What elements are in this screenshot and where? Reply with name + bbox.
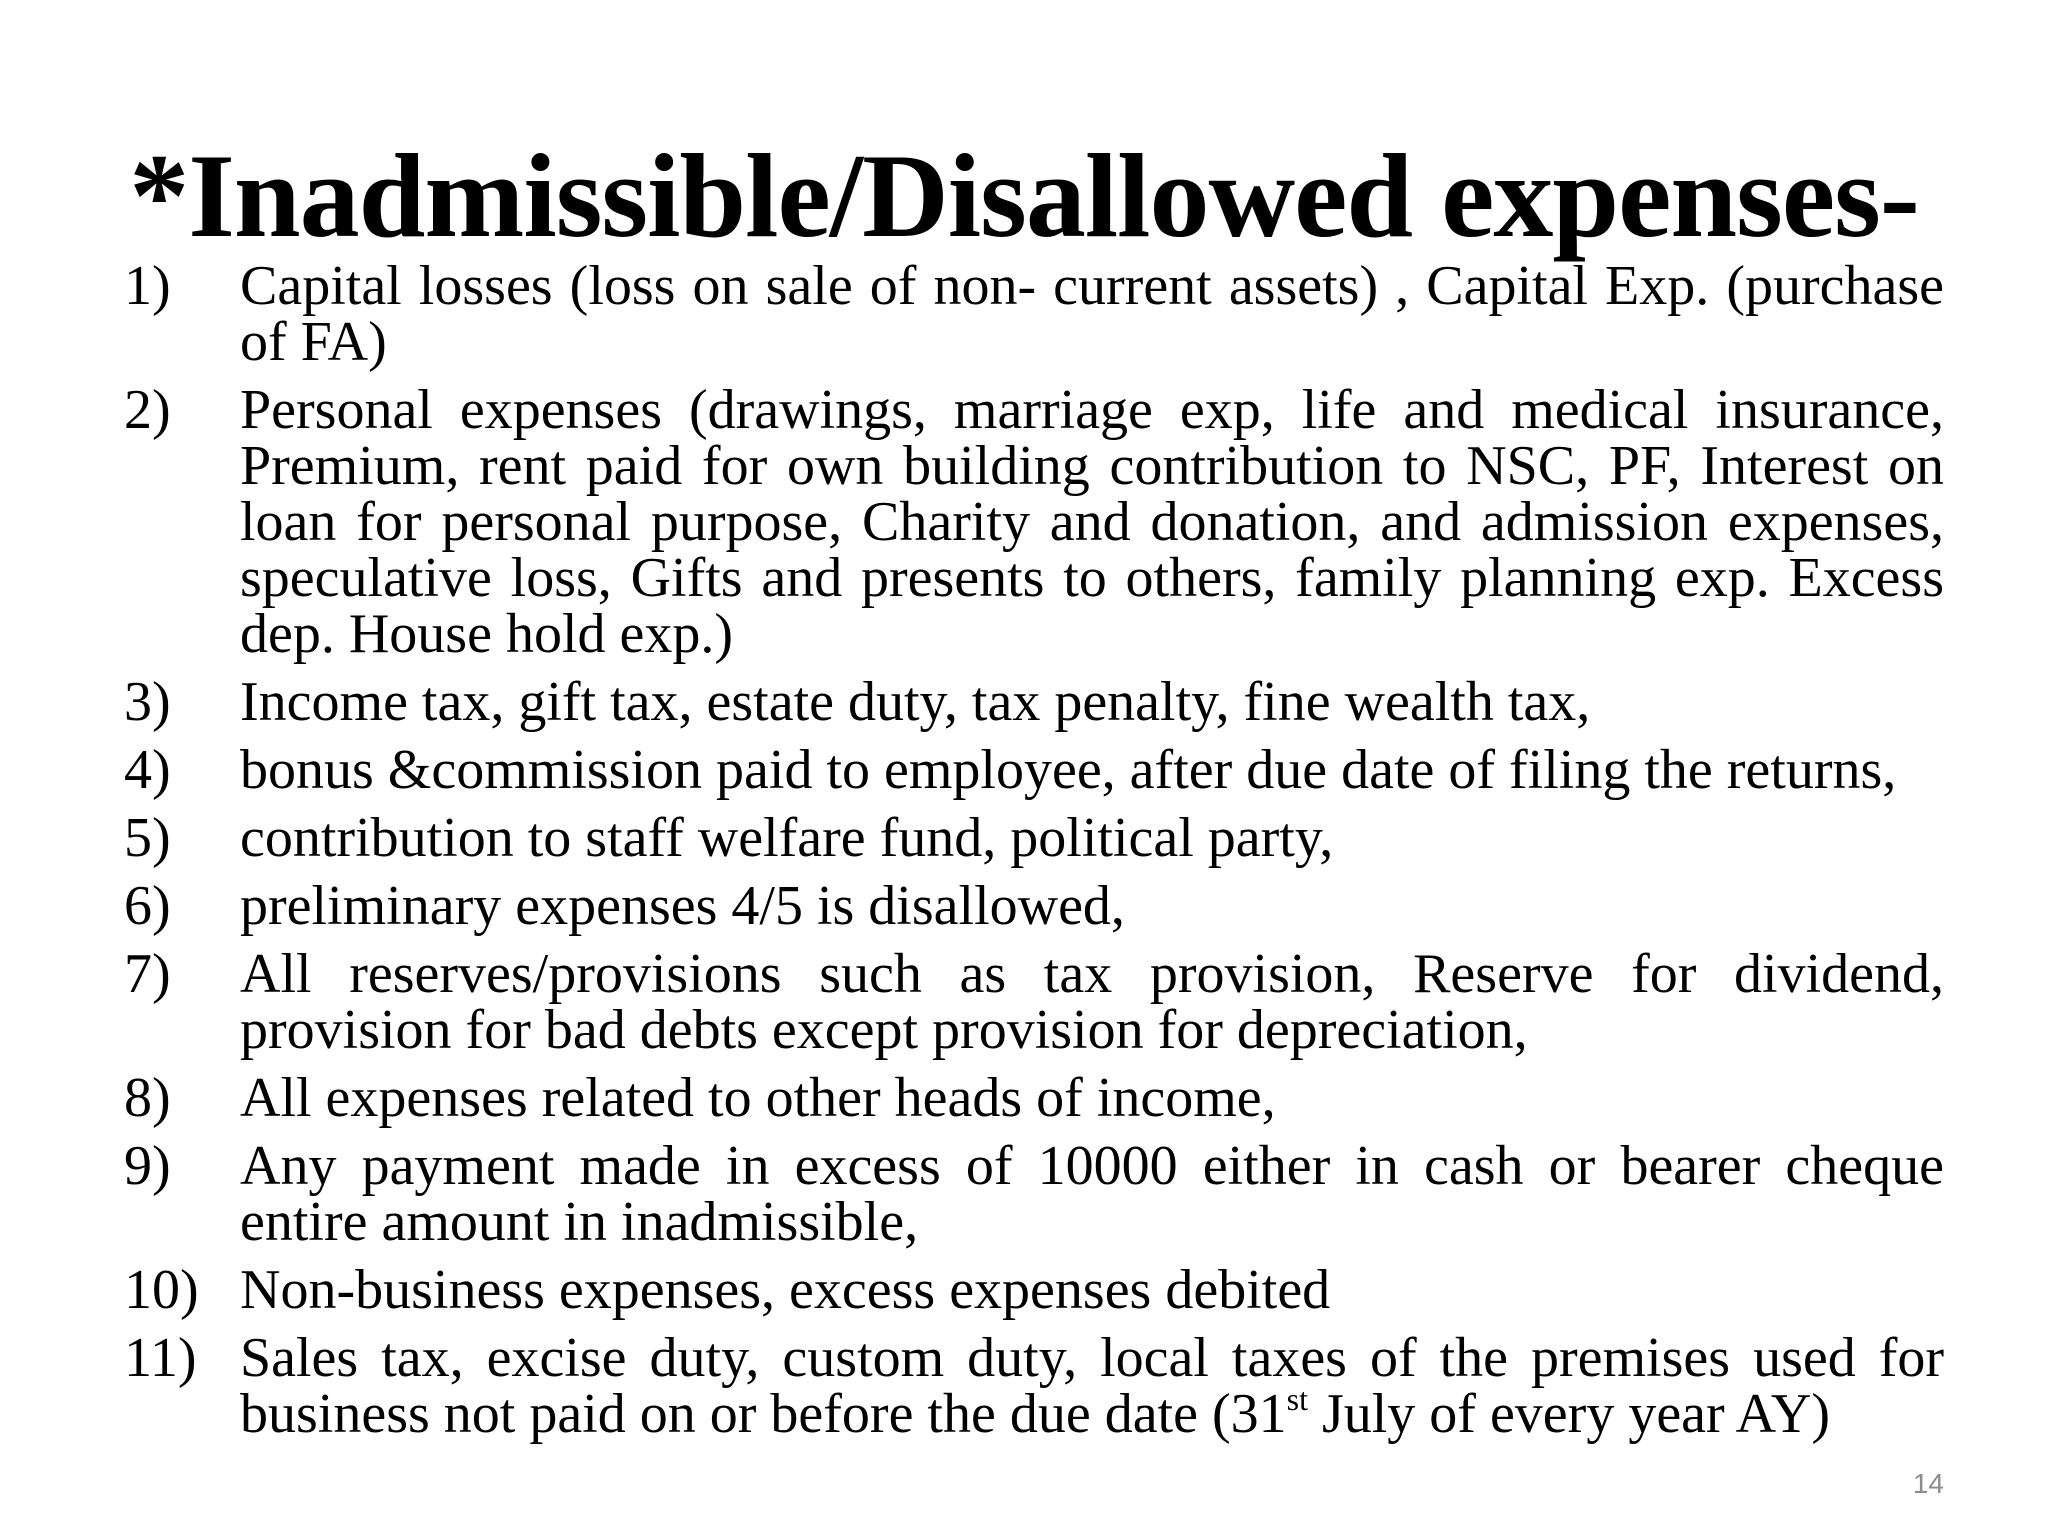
item-text: Personal expenses (drawings, marriage exp, life and medical insurance, Premium, rent paid for own building contribution to NSC, PF, Interest on loan for personal purpose, Charity and donation, and admission expenses, speculative loss, Gifts and presents to others, family planning exp. Excess dep. House hold exp.): [240, 379, 1944, 665]
list-item: [124, 671, 1944, 733]
list-item: [124, 739, 1944, 801]
item-number: 5): [124, 807, 171, 869]
item-number: 4): [124, 739, 171, 801]
list-item: [124, 379, 1944, 665]
item-text: All reserves/provisions such as tax provision, Reserve for dividend, provision for bad debts except provision for depreciation,: [240, 943, 1944, 1061]
item-text: Income tax, gift tax, estate duty, tax penalty, fine wealth tax,: [240, 671, 1591, 733]
item-text: All expenses related to other heads of income,: [240, 1067, 1276, 1129]
item-number: 1): [124, 255, 171, 317]
item-number: 11): [124, 1327, 197, 1389]
list-item: [124, 255, 1944, 373]
item-text: [240, 1327, 1944, 1445]
list-item: [124, 1067, 1944, 1129]
expense-list: [124, 255, 1944, 1454]
item-number: 2): [124, 379, 171, 441]
item-text: contribution to staff welfare fund, political party,: [240, 807, 1334, 869]
item-number: 9): [124, 1135, 171, 1197]
list-item: [124, 807, 1944, 869]
slide-title: *Inadmissible/Disallowed expenses-: [129, 129, 1919, 262]
list-item: [124, 1327, 1944, 1445]
item-text: Non-business expenses, excess expenses debited: [240, 1259, 1331, 1321]
item-text-after: July of every year AY): [1307, 1383, 1830, 1445]
item-number: 6): [124, 875, 171, 937]
item-number: 7): [124, 943, 171, 1005]
list-item: [124, 1135, 1944, 1253]
list-item: [124, 1259, 1944, 1321]
item-number: 8): [124, 1067, 171, 1129]
page-number: 14: [1912, 1468, 1944, 1499]
item-text-before: Sales tax, excise duty, custom duty, local taxes of the premises used for business not paid on or before the due date (31: [240, 1327, 1944, 1445]
item-number: 10): [124, 1259, 199, 1321]
ordinal-superscript: st: [1286, 1381, 1308, 1417]
item-text: Any payment made in excess of 10000 either in cash or bearer cheque entire amount in inadmissible,: [240, 1135, 1944, 1253]
list-item: [124, 875, 1944, 937]
item-text: preliminary expenses 4/5 is disallowed,: [240, 875, 1125, 937]
item-text: bonus &commission paid to employee, after due date of filing the returns,: [240, 739, 1897, 801]
item-number: 3): [124, 671, 171, 733]
item-text: Capital losses (loss on sale of non- current assets) , Capital Exp. (purchase of FA): [240, 255, 1944, 373]
list-item: [124, 943, 1944, 1061]
